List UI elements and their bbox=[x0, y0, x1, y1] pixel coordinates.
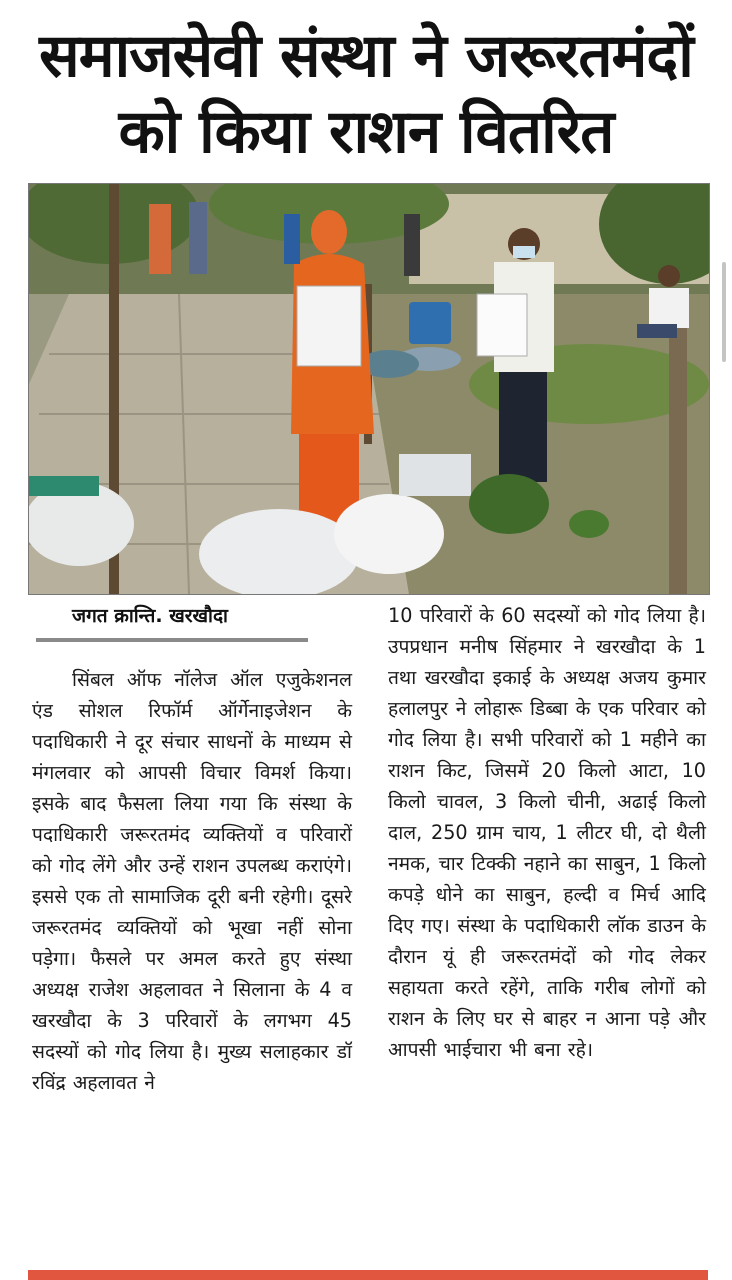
dateline-rule bbox=[36, 638, 308, 642]
headline-line-1: समाजसेवी संस्था ने जरूरतमंदों bbox=[39, 21, 693, 91]
article-column-right bbox=[388, 600, 706, 1065]
article-paragraph-right: 10 परिवारों के 60 सदस्यों को गोद लिया है। उपप्रधान मनीष सिंहमार ने खरखौदा के 1 तथा खरखौदा इकाई के अध्यक्ष अजय कुमार हलालपुर ने लोहारू डिब्बा के एक परिवार को गोद लिया है। सभी परिवारों को 1 महीने का राशन किट, जिसमें 20 किलो आटा, 10 किलो चावल, 3 किलो चीनी, अढाई किलो दाल, 250 ग्राम चाय, 1 लीटर घी, दो थैली नमक, चार टिक्की नहाने का साबुन, 1 किलो कपड़े धोने का साबुन, हल्दी व मिर्च आदि दिए गए। संस्था के पदाधिकारी लॉक डाउन के दौरान यूं ही जरूरतमंदों को गोद लेकर सहायता करते रहेंगे, ताकि गरीब लोगों को राशन के लिए घर से बाहर न आना पड़े और आपसी भाईचारा भी बना रहे। bbox=[388, 604, 706, 1061]
photo-illustration bbox=[29, 184, 709, 594]
news-photo bbox=[28, 183, 710, 595]
dateline: जगत क्रान्ति. खरखौदा bbox=[72, 605, 228, 627]
article-column-left bbox=[32, 664, 352, 1098]
bottom-accent-bar bbox=[28, 1270, 708, 1280]
article-paragraph-left: सिंबल ऑफ नॉलेज ऑल एजुकेशनल एंड सोशल रिफॉर्म ऑर्गेनाइजेशन के पदाधिकारी ने दूर संचार साधनों के माध्यम से मंगलवार को आपसी विचार विमर्श किया। इसके बाद फैसला लिया गया कि संस्था के पदाधिकारी जरूरतमंद व्यक्तियों व परिवारों को गोद लेंगे और उन्हें राशन उपलब्ध कराएंगे। इससे एक तो सामाजिक दूरी बनी रहेगी। दूसरे जरूरतमंद व्यक्तियों को भूखा नहीं सोना पड़ेगा। फैसले पर अमल करते हुए संस्था अध्यक्ष राजेश अहलावत ने सिलाना के 4 व खरखौदा के 3 परिवारों के लगभग 45 सदस्यों को गोद लिया है। मुख्य सलाहकार डॉ रविंद्र अहलावत ने bbox=[32, 668, 352, 1094]
headline-line-2: को किया राशन वितरित bbox=[118, 97, 614, 167]
headline bbox=[0, 18, 732, 170]
scrollbar[interactable] bbox=[722, 262, 726, 362]
